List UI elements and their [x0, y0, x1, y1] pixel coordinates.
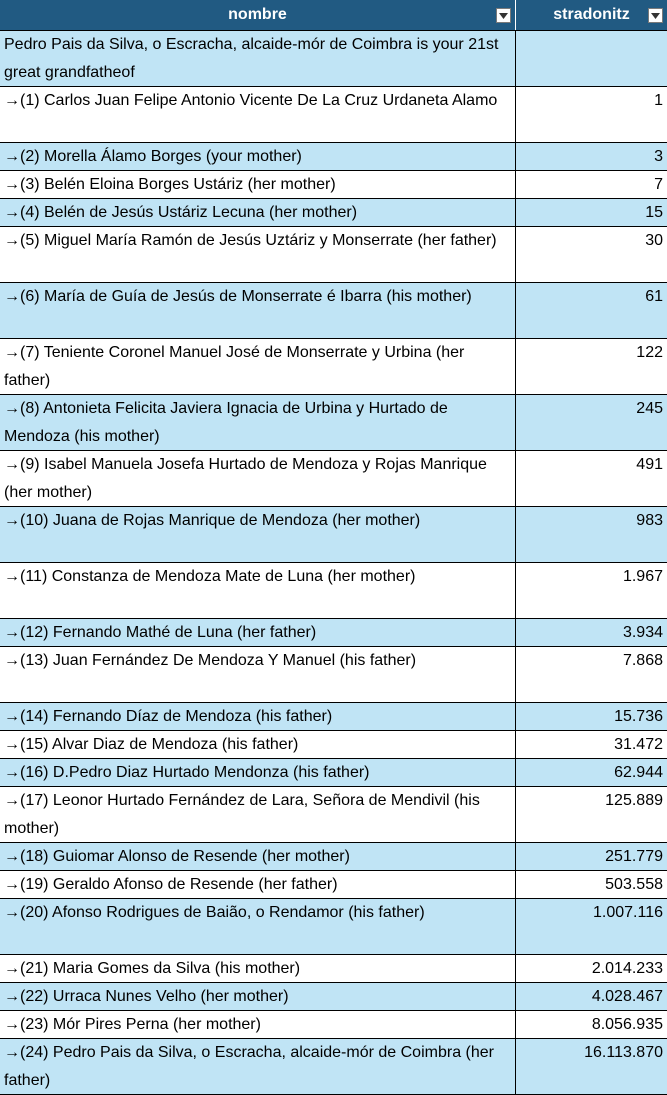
- table-row: [0, 983, 667, 1011]
- table-row: [0, 395, 667, 451]
- cell-nombre[interactable]: →(7) Teniente Coronel Manuel José de Monserrate y Urbina (her father): [0, 339, 516, 394]
- cell-stradonitz[interactable]: 3: [654, 148, 663, 165]
- cell-nombre[interactable]: →(22) Urraca Nunes Velho (her mother): [0, 983, 516, 1010]
- cell-stradonitz[interactable]: 122: [636, 344, 663, 361]
- cell-nombre[interactable]: →(21) Maria Gomes da Silva (his mother): [0, 955, 516, 982]
- cell-stradonitz[interactable]: 245: [636, 400, 663, 417]
- cell-stradonitz[interactable]: 15.736: [614, 708, 663, 725]
- table-body: [0, 31, 667, 1095]
- cell-nombre[interactable]: →(9) Isabel Manuela Josefa Hurtado de Mendoza y Rojas Manrique (her mother): [0, 451, 516, 506]
- cell-stradonitz[interactable]: 503.558: [605, 876, 663, 893]
- chevron-down-icon: [499, 13, 508, 19]
- cell-stradonitz[interactable]: 1.007.116: [593, 904, 663, 921]
- table-row: [0, 899, 667, 955]
- cell-stradonitz[interactable]: 1: [654, 92, 663, 109]
- table-row: [0, 871, 667, 899]
- table-row: [0, 87, 667, 143]
- cell-stradonitz[interactable]: 4.028.467: [591, 988, 663, 1005]
- cell-stradonitz[interactable]: 31.472: [614, 736, 663, 753]
- column-header-nombre[interactable]: [0, 0, 516, 30]
- cell-stradonitz[interactable]: 983: [636, 512, 663, 529]
- table-row: [0, 507, 667, 563]
- cell-nombre[interactable]: →(6) María de Guía de Jesús de Monserrate é Ibarra (his mother): [0, 283, 516, 338]
- cell-stradonitz[interactable]: 125.889: [605, 792, 663, 809]
- cell-nombre[interactable]: →(12) Fernando Mathé de Luna (her father): [0, 619, 516, 646]
- cell-nombre[interactable]: →(8) Antonieta Felicita Javiera Ignacia de Urbina y Hurtado de Mendoza (his mother): [0, 395, 516, 450]
- cell-nombre[interactable]: →(15) Alvar Diaz de Mendoza (his father): [0, 731, 516, 758]
- cell-nombre[interactable]: →(17) Leonor Hurtado Fernández de Lara, Señora de Mendivil (his mother): [0, 787, 516, 842]
- table-row: [0, 563, 667, 619]
- cell-stradonitz[interactable]: [516, 31, 667, 86]
- cell-nombre[interactable]: →(19) Geraldo Afonso de Resende (her father): [0, 871, 516, 898]
- table-row: [0, 759, 667, 787]
- cell-nombre[interactable]: →(2) Morella Álamo Borges (your mother): [0, 143, 516, 170]
- cell-stradonitz[interactable]: 2.014.233: [591, 960, 663, 977]
- cell-stradonitz[interactable]: 491: [636, 456, 663, 473]
- cell-stradonitz[interactable]: 61: [645, 288, 663, 305]
- table-header-row: [0, 0, 667, 31]
- table-row: [0, 171, 667, 199]
- filter-dropdown-button[interactable]: [648, 8, 663, 23]
- cell-nombre[interactable]: →(4) Belén de Jesús Ustáriz Lecuna (her mother): [0, 199, 516, 226]
- table-row: [0, 199, 667, 227]
- cell-stradonitz[interactable]: 15: [645, 204, 663, 221]
- table-row: [0, 339, 667, 395]
- cell-stradonitz[interactable]: 62.944: [614, 764, 663, 781]
- cell-stradonitz[interactable]: 30: [645, 232, 663, 249]
- cell-nombre[interactable]: →(1) Carlos Juan Felipe Antonio Vicente De La Cruz Urdaneta Alamo: [0, 87, 516, 142]
- table-row: [0, 955, 667, 983]
- table-row: [0, 31, 667, 87]
- table-row: [0, 843, 667, 871]
- cell-stradonitz[interactable]: 16.113.870: [584, 1044, 663, 1061]
- table-row: [0, 227, 667, 283]
- cell-nombre[interactable]: →(16) D.Pedro Diaz Hurtado Mendonza (his father): [0, 759, 516, 786]
- cell-nombre[interactable]: →(13) Juan Fernández De Mendoza Y Manuel (his father): [0, 647, 516, 702]
- cell-nombre[interactable]: →(14) Fernando Díaz de Mendoza (his father): [0, 703, 516, 730]
- column-header-stradonitz[interactable]: [516, 0, 667, 30]
- table-row: [0, 703, 667, 731]
- column-header-label: nombre: [228, 6, 287, 23]
- cell-stradonitz[interactable]: 8.056.935: [591, 1016, 663, 1033]
- filter-dropdown-button[interactable]: [496, 8, 511, 23]
- table-row: [0, 1039, 667, 1095]
- cell-stradonitz[interactable]: 3.934: [622, 624, 663, 641]
- table-row: [0, 619, 667, 647]
- cell-nombre[interactable]: →(23) Mór Pires Perna (her mother): [0, 1011, 516, 1038]
- column-header-label: stradonitz: [553, 6, 630, 23]
- cell-nombre[interactable]: →(20) Afonso Rodrigues de Baião, o Rendamor (his father): [0, 899, 516, 954]
- cell-nombre[interactable]: →(3) Belén Eloina Borges Ustáriz (her mother): [0, 171, 516, 198]
- cell-nombre[interactable]: →(11) Constanza de Mendoza Mate de Luna (her mother): [0, 563, 516, 618]
- cell-stradonitz[interactable]: 7: [654, 176, 663, 193]
- table-row: [0, 787, 667, 843]
- cell-stradonitz[interactable]: 7.868: [622, 652, 663, 669]
- cell-nombre[interactable]: Pedro Pais da Silva, o Escracha, alcaide-mór de Coimbra is your 21st great grandfatheof: [0, 31, 516, 86]
- chevron-down-icon: [651, 13, 660, 19]
- table-row: [0, 451, 667, 507]
- cell-nombre[interactable]: →(18) Guiomar Alonso de Resende (her mother): [0, 843, 516, 870]
- table-row: [0, 1011, 667, 1039]
- table-row: [0, 731, 667, 759]
- cell-stradonitz[interactable]: 1.967: [622, 568, 663, 585]
- cell-nombre[interactable]: →(24) Pedro Pais da Silva, o Escracha, alcaide-mór de Coimbra (her father): [0, 1039, 516, 1094]
- table-row: [0, 647, 667, 703]
- cell-stradonitz[interactable]: 251.779: [605, 848, 663, 865]
- table-row: [0, 283, 667, 339]
- table-row: [0, 143, 667, 171]
- cell-nombre[interactable]: →(5) Miguel María Ramón de Jesús Uztáriz y Monserrate (her father): [0, 227, 516, 282]
- cell-nombre[interactable]: →(10) Juana de Rojas Manrique de Mendoza (her mother): [0, 507, 516, 562]
